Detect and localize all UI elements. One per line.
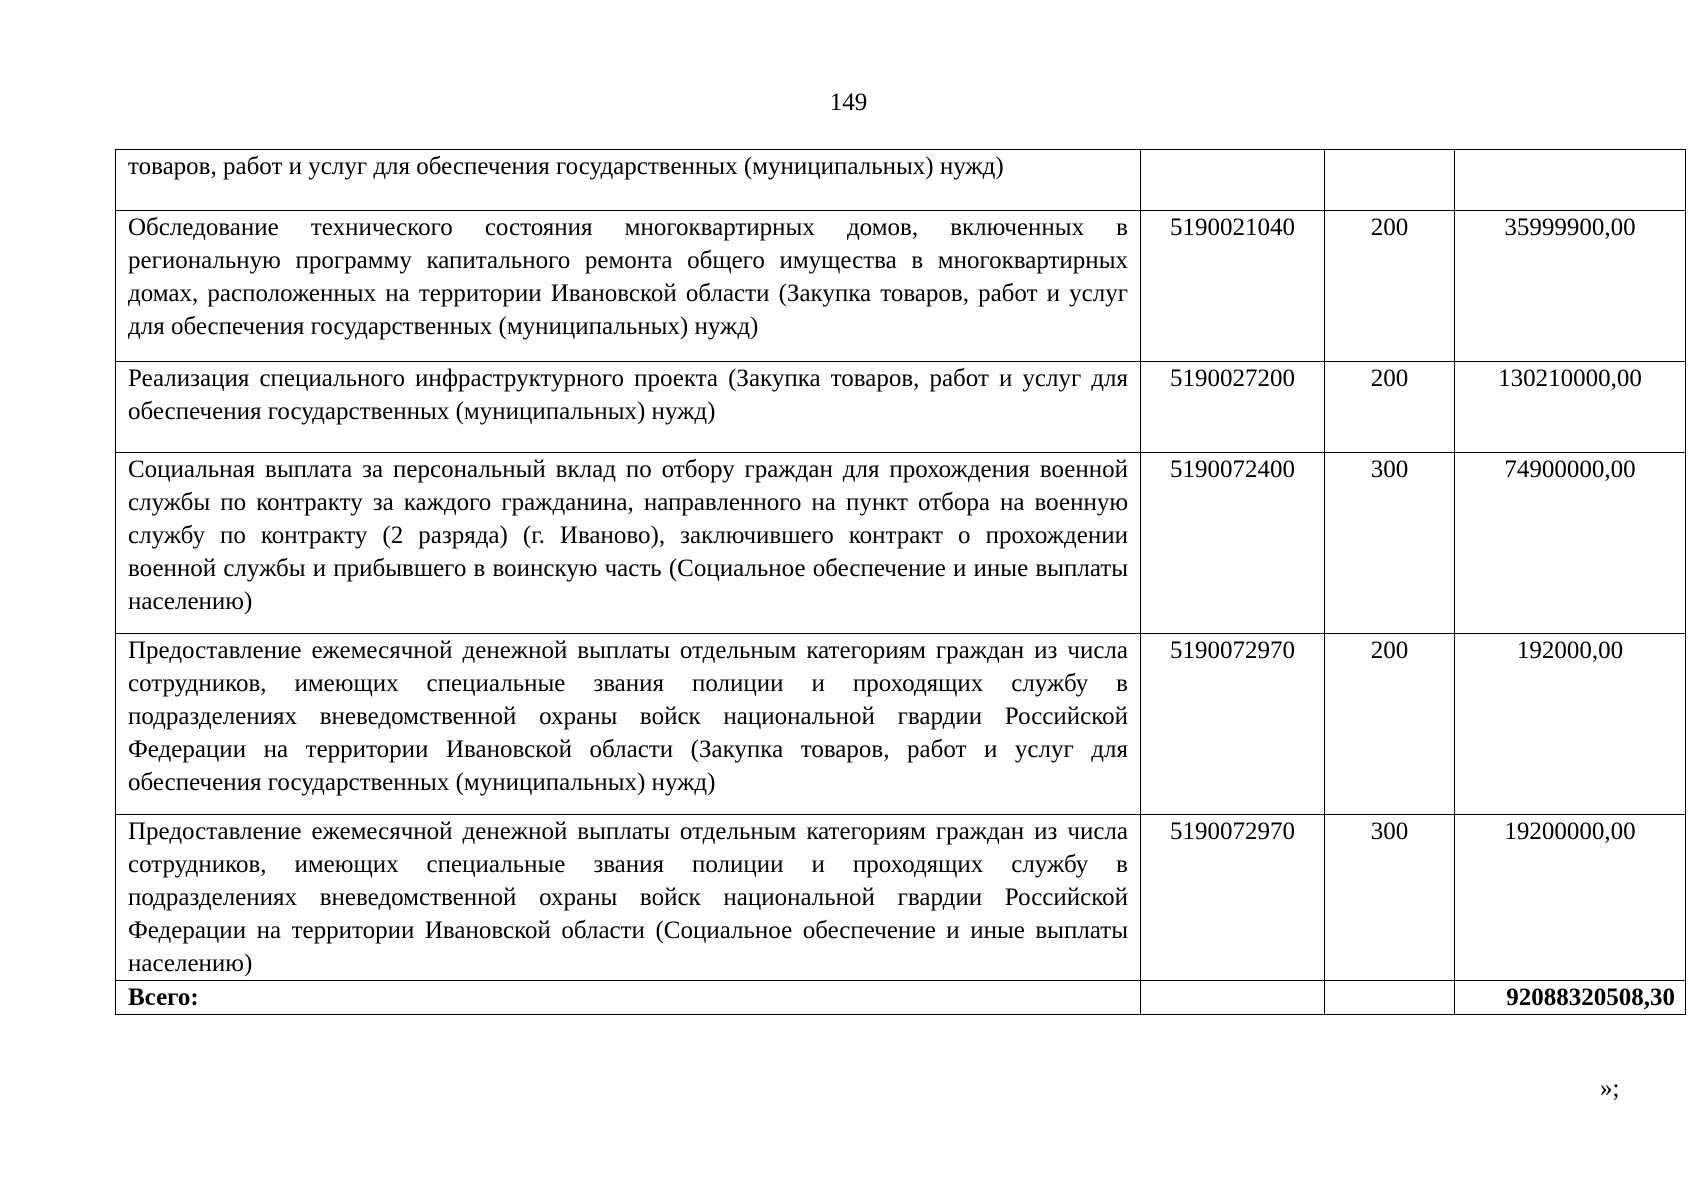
- expense-type-code: 300: [1325, 815, 1455, 981]
- table-row: [116, 815, 1686, 981]
- table-row: [116, 634, 1686, 815]
- table-row: [116, 453, 1686, 634]
- expense-type-code: 200: [1325, 211, 1455, 362]
- row-description: Предоставление ежемесячной денежной выплаты отдельным категориям граждан из числа сотрудников, имеющих специальные звания полиции и проходящих службу в подразделениях вневедомственной охраны войск национальной гвардии Российской Федерации на территории Ивановской области (Закупка товаров, работ и услуг для обеспечения государственных (муниципальных) нужд): [116, 634, 1141, 815]
- expense-type-code: 300: [1325, 453, 1455, 634]
- amount-value: 130210000,00: [1455, 362, 1686, 453]
- amount-value: 192000,00: [1455, 634, 1686, 815]
- table-row: [116, 150, 1686, 211]
- target-article-code: 5190072970: [1141, 634, 1325, 815]
- amount-value: 74900000,00: [1455, 453, 1686, 634]
- table-row: [116, 211, 1686, 362]
- amount-value: 19200000,00: [1455, 815, 1686, 981]
- total-code: [1141, 981, 1325, 1015]
- budget-allocation-table: [115, 149, 1686, 1015]
- amount-value: 35999900,00: [1455, 211, 1686, 362]
- total-amount: 92088320508,30: [1455, 981, 1686, 1015]
- table-row: [116, 362, 1686, 453]
- target-article-code: 5190072970: [1141, 815, 1325, 981]
- row-description: товаров, работ и услуг для обеспечения государственных (муниципальных) нужд): [116, 150, 1141, 211]
- total-type: [1325, 981, 1455, 1015]
- expense-type-code: [1325, 150, 1455, 211]
- target-article-code: 5190027200: [1141, 362, 1325, 453]
- total-row: [116, 981, 1686, 1015]
- row-description: Предоставление ежемесячной денежной выплаты отдельным категориям граждан из числа сотрудников, имеющих специальные звания полиции и проходящих службу в подразделениях вневедомственной охраны войск национальной гвардии Российской Федерации на территории Ивановской области (Социальное обеспечение и иные выплаты населению): [116, 815, 1141, 981]
- row-description: Обследование технического состояния многоквартирных домов, включенных в региональную программу капитального ремонта общего имущества в многоквартирных домах, расположенных на территории Ивановской области (Закупка товаров, работ и услуг для обеспечения государственных (муниципальных) нужд): [116, 211, 1141, 362]
- row-description: Реализация специального инфраструктурного проекта (Закупка товаров, работ и услуг для обеспечения государственных (муниципальных) нужд): [116, 362, 1141, 453]
- total-label: Всего:: [116, 981, 1141, 1015]
- target-article-code: 5190072400: [1141, 453, 1325, 634]
- expense-type-code: 200: [1325, 634, 1455, 815]
- closing-quote-mark: »;: [1600, 1075, 1620, 1102]
- amount-value: [1455, 150, 1686, 211]
- page-number: 149: [829, 89, 868, 116]
- row-description: Социальная выплата за персональный вклад по отбору граждан для прохождения военной службы по контракту за каждого гражданина, направленного на пункт отбора на военную службу по контракту (2 разряда) (г. Иваново), заключившего контракт о прохождении военной службы и прибывшего в воинскую часть (Социальное обеспечение и иные выплаты населению): [116, 453, 1141, 634]
- target-article-code: 5190021040: [1141, 211, 1325, 362]
- target-article-code: [1141, 150, 1325, 211]
- expense-type-code: 200: [1325, 362, 1455, 453]
